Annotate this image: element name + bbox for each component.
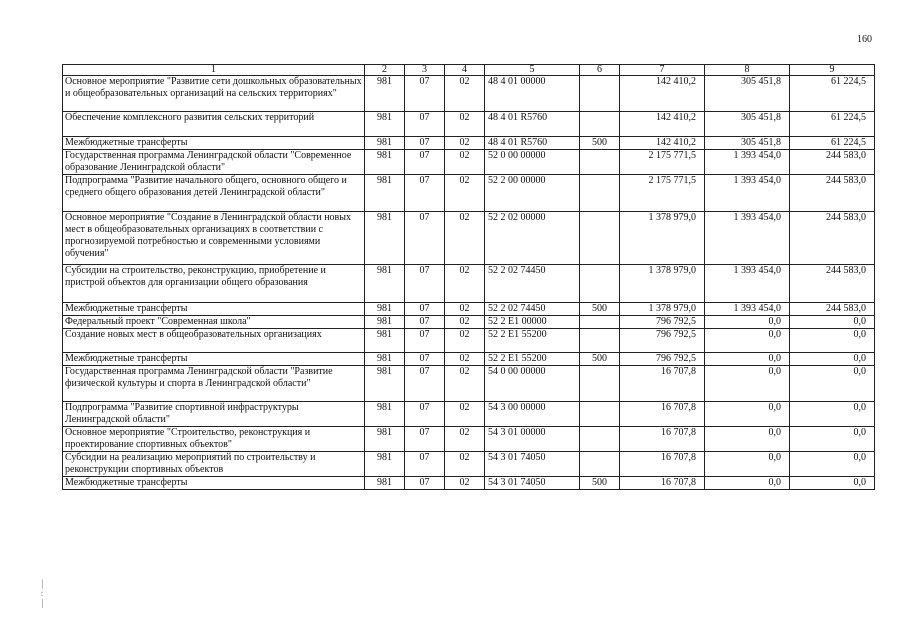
subsection-cell: 02: [445, 76, 485, 112]
amount-year1-cell: 796 792,5: [620, 353, 705, 366]
item-name-cell: Государственная программа Ленинградской области "Развитие физической культуры и спорта в Ленинградской области": [63, 366, 365, 402]
section-cell: 07: [405, 112, 445, 137]
grbs-code-cell: 981: [365, 76, 405, 112]
amount-year3-cell: 61 224,5: [790, 137, 875, 150]
subsection-cell: 02: [445, 353, 485, 366]
table-row: [63, 427, 875, 452]
expense-type-cell: [580, 112, 620, 137]
amount-year1-cell: 142 410,2: [620, 137, 705, 150]
amount-year1-cell: 796 792,5: [620, 316, 705, 329]
table-row: [63, 402, 875, 427]
grbs-code-cell: 981: [365, 477, 405, 490]
expense-type-cell: [580, 329, 620, 353]
grbs-code-cell: 981: [365, 402, 405, 427]
subsection-cell: 02: [445, 329, 485, 353]
amount-year2-cell: 0,0: [705, 402, 790, 427]
subsection-cell: 02: [445, 402, 485, 427]
column-header: 5: [485, 65, 580, 76]
item-name-cell: Межбюджетные трансферты: [63, 477, 365, 490]
amount-year1-cell: 2 175 771,5: [620, 175, 705, 212]
amount-year2-cell: 0,0: [705, 477, 790, 490]
item-name-cell: Субсидии на реализацию мероприятий по строительству и реконструкции спортивных объектов: [63, 452, 365, 477]
amount-year3-cell: 0,0: [790, 452, 875, 477]
column-header: 7: [620, 65, 705, 76]
amount-year2-cell: 1 393 454,0: [705, 212, 790, 265]
amount-year1-cell: 16 707,8: [620, 477, 705, 490]
grbs-code-cell: 981: [365, 212, 405, 265]
expense-type-cell: [580, 265, 620, 303]
item-name-cell: Обеспечение комплексного развития сельских территорий: [63, 112, 365, 137]
section-cell: 07: [405, 452, 445, 477]
target-article-cell: 48 4 01 R5760: [485, 112, 580, 137]
amount-year3-cell: 0,0: [790, 427, 875, 452]
item-name-cell: Межбюджетные трансферты: [63, 303, 365, 316]
target-article-cell: 54 3 01 74050: [485, 477, 580, 490]
expense-type-cell: [580, 150, 620, 175]
amount-year1-cell: 16 707,8: [620, 427, 705, 452]
table-row: [63, 477, 875, 490]
amount-year1-cell: 1 378 979,0: [620, 212, 705, 265]
subsection-cell: 02: [445, 175, 485, 212]
target-article-cell: 52 2 E1 55200: [485, 353, 580, 366]
section-cell: 07: [405, 265, 445, 303]
table-row: [63, 265, 875, 303]
target-article-cell: 54 3 01 74050: [485, 452, 580, 477]
grbs-code-cell: 981: [365, 353, 405, 366]
page-number: 160: [857, 34, 872, 45]
target-article-cell: 54 3 00 00000: [485, 402, 580, 427]
item-name-cell: Создание новых мест в общеобразовательных организациях: [63, 329, 365, 353]
amount-year1-cell: 142 410,2: [620, 112, 705, 137]
target-article-cell: 52 2 02 74450: [485, 303, 580, 316]
column-header: 3: [405, 65, 445, 76]
amount-year2-cell: 305 451,8: [705, 76, 790, 112]
grbs-code-cell: 981: [365, 112, 405, 137]
grbs-code-cell: 981: [365, 316, 405, 329]
item-name-cell: Межбюджетные трансферты: [63, 353, 365, 366]
subsection-cell: 02: [445, 477, 485, 490]
amount-year3-cell: 244 583,0: [790, 150, 875, 175]
amount-year3-cell: 0,0: [790, 316, 875, 329]
table-row: [63, 137, 875, 150]
expense-type-cell: [580, 212, 620, 265]
target-article-cell: 48 4 01 R5760: [485, 137, 580, 150]
column-header: 9: [790, 65, 875, 76]
expense-type-cell: 500: [580, 303, 620, 316]
grbs-code-cell: 981: [365, 265, 405, 303]
target-article-cell: 52 2 02 00000: [485, 212, 580, 265]
table-row: [63, 353, 875, 366]
item-name-cell: Государственная программа Ленинградской области "Современное образование Ленинградской области": [63, 150, 365, 175]
table-row: [63, 366, 875, 402]
subsection-cell: 02: [445, 137, 485, 150]
expense-type-cell: [580, 452, 620, 477]
section-cell: 07: [405, 316, 445, 329]
expense-type-cell: 500: [580, 137, 620, 150]
expense-type-cell: [580, 76, 620, 112]
subsection-cell: 02: [445, 316, 485, 329]
amount-year2-cell: 1 393 454,0: [705, 303, 790, 316]
table-row: [63, 112, 875, 137]
item-name-cell: Основное мероприятие "Создание в Ленинградской области новых мест в общеобразовательных организациях в соответствии с прогнозируемой потребностью и современными условиями обучения": [63, 212, 365, 265]
target-article-cell: 54 3 01 00000: [485, 427, 580, 452]
amount-year2-cell: 0,0: [705, 452, 790, 477]
subsection-cell: 02: [445, 265, 485, 303]
table-row: [63, 212, 875, 265]
amount-year3-cell: 0,0: [790, 353, 875, 366]
amount-year2-cell: 0,0: [705, 316, 790, 329]
item-name-cell: Подпрограмма "Развитие спортивной инфраструктуры Ленинградской области": [63, 402, 365, 427]
amount-year3-cell: 61 224,5: [790, 112, 875, 137]
grbs-code-cell: 981: [365, 137, 405, 150]
budget-table: [62, 64, 875, 490]
item-name-cell: Субсидии на строительство, реконструкцию, приобретение и пристрой объектов для организации общего образования: [63, 265, 365, 303]
expense-type-cell: [580, 366, 620, 402]
expense-type-cell: 500: [580, 353, 620, 366]
section-cell: 07: [405, 212, 445, 265]
amount-year3-cell: 244 583,0: [790, 212, 875, 265]
amount-year2-cell: 0,0: [705, 353, 790, 366]
subsection-cell: 02: [445, 366, 485, 402]
target-article-cell: 54 0 00 00000: [485, 366, 580, 402]
column-header: 2: [365, 65, 405, 76]
target-article-cell: 52 2 02 74450: [485, 265, 580, 303]
grbs-code-cell: 981: [365, 427, 405, 452]
subsection-cell: 02: [445, 150, 485, 175]
subsection-cell: 02: [445, 212, 485, 265]
expense-type-cell: [580, 427, 620, 452]
amount-year3-cell: 0,0: [790, 402, 875, 427]
amount-year1-cell: 796 792,5: [620, 329, 705, 353]
section-cell: 07: [405, 366, 445, 402]
column-header: 4: [445, 65, 485, 76]
table-row: [63, 329, 875, 353]
amount-year1-cell: 16 707,8: [620, 366, 705, 402]
amount-year3-cell: 244 583,0: [790, 175, 875, 212]
header-row: [63, 65, 875, 76]
table-row: [63, 303, 875, 316]
target-article-cell: 52 2 E1 55200: [485, 329, 580, 353]
item-name-cell: Межбюджетные трансферты: [63, 137, 365, 150]
target-article-cell: 52 2 00 00000: [485, 175, 580, 212]
section-cell: 07: [405, 137, 445, 150]
amount-year2-cell: 0,0: [705, 366, 790, 402]
amount-year1-cell: 16 707,8: [620, 402, 705, 427]
item-name-cell: Основное мероприятие "Развитие сети дошкольных образовательных и общеобразовательных организаций на сельских территориях": [63, 76, 365, 112]
column-header: 8: [705, 65, 790, 76]
margin-scan-mark: — ·· —: [37, 579, 47, 608]
section-cell: 07: [405, 427, 445, 452]
item-name-cell: Основное мероприятие "Строительство, реконструкция и проектирование спортивных объектов": [63, 427, 365, 452]
amount-year1-cell: 16 707,8: [620, 452, 705, 477]
grbs-code-cell: 981: [365, 452, 405, 477]
section-cell: 07: [405, 477, 445, 490]
expense-type-cell: [580, 316, 620, 329]
amount-year2-cell: 0,0: [705, 329, 790, 353]
section-cell: 07: [405, 175, 445, 212]
section-cell: 07: [405, 150, 445, 175]
table-row: [63, 175, 875, 212]
target-article-cell: 48 4 01 00000: [485, 76, 580, 112]
amount-year1-cell: 142 410,2: [620, 76, 705, 112]
subsection-cell: 02: [445, 112, 485, 137]
subsection-cell: 02: [445, 452, 485, 477]
item-name-cell: Подпрограмма "Развитие начального общего, основного общего и среднего общего образования детей Ленинградской области": [63, 175, 365, 212]
amount-year2-cell: 305 451,8: [705, 137, 790, 150]
grbs-code-cell: 981: [365, 150, 405, 175]
amount-year3-cell: 61 224,5: [790, 76, 875, 112]
section-cell: 07: [405, 76, 445, 112]
subsection-cell: 02: [445, 303, 485, 316]
grbs-code-cell: 981: [365, 175, 405, 212]
target-article-cell: 52 2 E1 00000: [485, 316, 580, 329]
amount-year2-cell: 1 393 454,0: [705, 150, 790, 175]
amount-year3-cell: 244 583,0: [790, 265, 875, 303]
amount-year2-cell: 305 451,8: [705, 112, 790, 137]
amount-year3-cell: 244 583,0: [790, 303, 875, 316]
grbs-code-cell: 981: [365, 329, 405, 353]
amount-year1-cell: 1 378 979,0: [620, 265, 705, 303]
section-cell: 07: [405, 303, 445, 316]
amount-year1-cell: 1 378 979,0: [620, 303, 705, 316]
amount-year2-cell: 1 393 454,0: [705, 265, 790, 303]
amount-year2-cell: 0,0: [705, 427, 790, 452]
amount-year3-cell: 0,0: [790, 366, 875, 402]
table-row: [63, 150, 875, 175]
amount-year2-cell: 1 393 454,0: [705, 175, 790, 212]
expense-type-cell: 500: [580, 477, 620, 490]
amount-year3-cell: 0,0: [790, 329, 875, 353]
column-header: 6: [580, 65, 620, 76]
subsection-cell: 02: [445, 427, 485, 452]
table-row: [63, 76, 875, 112]
amount-year3-cell: 0,0: [790, 477, 875, 490]
section-cell: 07: [405, 329, 445, 353]
section-cell: 07: [405, 402, 445, 427]
section-cell: 07: [405, 353, 445, 366]
expense-type-cell: [580, 402, 620, 427]
target-article-cell: 52 0 00 00000: [485, 150, 580, 175]
expense-type-cell: [580, 175, 620, 212]
grbs-code-cell: 981: [365, 303, 405, 316]
item-name-cell: Федеральный проект "Современная школа": [63, 316, 365, 329]
table-row: [63, 452, 875, 477]
column-header: 1: [63, 65, 365, 76]
amount-year1-cell: 2 175 771,5: [620, 150, 705, 175]
grbs-code-cell: 981: [365, 366, 405, 402]
table-row: [63, 316, 875, 329]
